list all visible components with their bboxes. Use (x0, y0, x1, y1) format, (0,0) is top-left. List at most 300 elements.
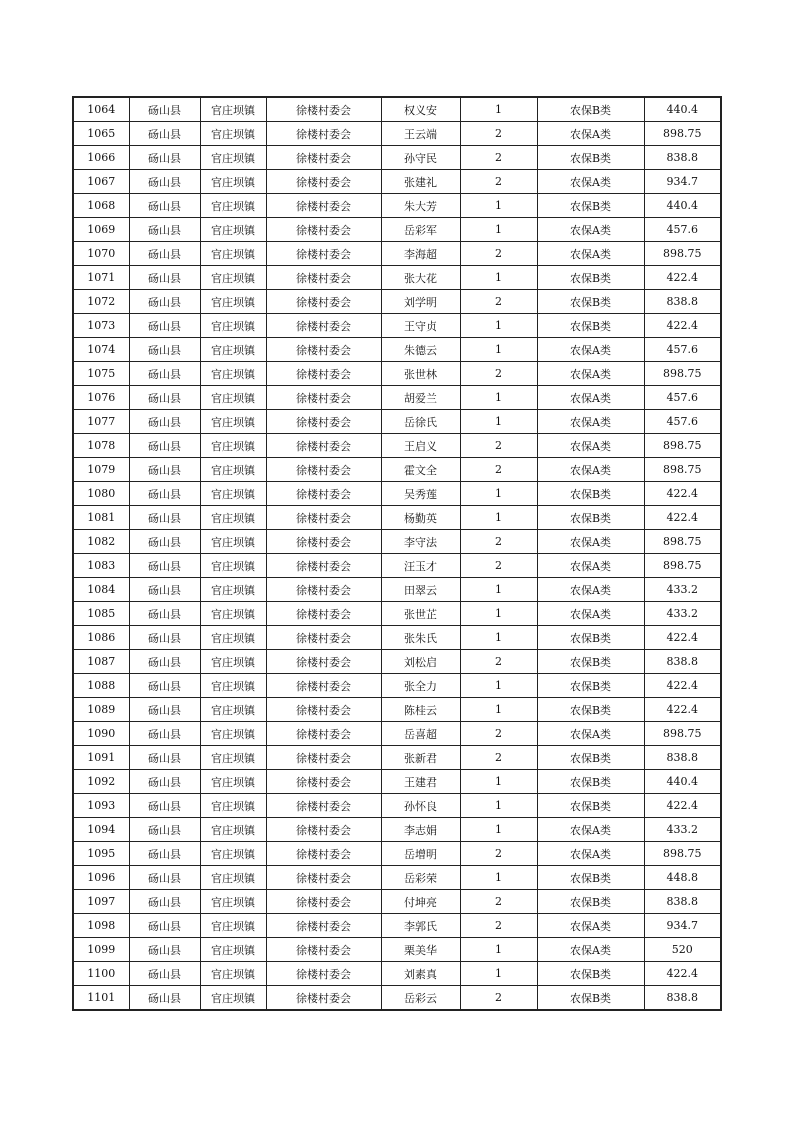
category-cell: 农保A类 (537, 338, 644, 362)
category-cell: 农保B类 (537, 266, 644, 290)
village-cell: 徐楼村委会 (266, 794, 381, 818)
table-row (73, 386, 721, 410)
village-cell: 徐楼村委会 (266, 242, 381, 266)
county-cell: 砀山县 (129, 842, 200, 866)
name-cell: 张全力 (381, 674, 460, 698)
category-cell: 农保A类 (537, 938, 644, 962)
village-cell: 徐楼村委会 (266, 122, 381, 146)
county-cell: 砀山县 (129, 218, 200, 242)
town-cell: 官庄坝镇 (200, 266, 266, 290)
town-cell: 官庄坝镇 (200, 146, 266, 170)
county-cell: 砀山县 (129, 458, 200, 482)
table-row (73, 626, 721, 650)
category-cell: 农保B类 (537, 746, 644, 770)
village-cell: 徐楼村委会 (266, 338, 381, 362)
village-cell: 徐楼村委会 (266, 914, 381, 938)
county-cell: 砀山县 (129, 578, 200, 602)
county-cell: 砀山县 (129, 962, 200, 986)
household-size-cell: 2 (460, 434, 537, 458)
town-cell: 官庄坝镇 (200, 722, 266, 746)
county-cell: 砀山县 (129, 434, 200, 458)
serial-number-cell: 1094 (73, 818, 129, 842)
amount-cell: 457.6 (644, 218, 721, 242)
serial-number-cell: 1068 (73, 194, 129, 218)
amount-cell: 422.4 (644, 266, 721, 290)
name-cell: 张世芷 (381, 602, 460, 626)
amount-cell: 457.6 (644, 338, 721, 362)
county-cell: 砀山县 (129, 146, 200, 170)
table-row (73, 314, 721, 338)
category-cell: 农保A类 (537, 362, 644, 386)
amount-cell: 898.75 (644, 458, 721, 482)
household-size-cell: 2 (460, 554, 537, 578)
town-cell: 官庄坝镇 (200, 97, 266, 122)
amount-cell: 433.2 (644, 602, 721, 626)
amount-cell: 457.6 (644, 386, 721, 410)
village-cell: 徐楼村委会 (266, 170, 381, 194)
amount-cell: 422.4 (644, 794, 721, 818)
serial-number-cell: 1074 (73, 338, 129, 362)
amount-cell: 838.8 (644, 146, 721, 170)
household-size-cell: 1 (460, 266, 537, 290)
county-cell: 砀山县 (129, 746, 200, 770)
name-cell: 张朱氏 (381, 626, 460, 650)
name-cell: 王守贞 (381, 314, 460, 338)
household-size-cell: 1 (460, 338, 537, 362)
amount-cell: 898.75 (644, 842, 721, 866)
village-cell: 徐楼村委会 (266, 314, 381, 338)
village-cell: 徐楼村委会 (266, 266, 381, 290)
town-cell: 官庄坝镇 (200, 170, 266, 194)
county-cell: 砀山县 (129, 650, 200, 674)
town-cell: 官庄坝镇 (200, 458, 266, 482)
table-row (73, 122, 721, 146)
village-cell: 徐楼村委会 (266, 698, 381, 722)
town-cell: 官庄坝镇 (200, 410, 266, 434)
amount-cell: 934.7 (644, 914, 721, 938)
serial-number-cell: 1095 (73, 842, 129, 866)
village-cell: 徐楼村委会 (266, 362, 381, 386)
household-size-cell: 2 (460, 986, 537, 1011)
serial-number-cell: 1089 (73, 698, 129, 722)
household-size-cell: 1 (460, 194, 537, 218)
village-cell: 徐楼村委会 (266, 626, 381, 650)
table-row (73, 890, 721, 914)
county-cell: 砀山县 (129, 290, 200, 314)
table-row (73, 554, 721, 578)
name-cell: 张大花 (381, 266, 460, 290)
amount-cell: 448.8 (644, 866, 721, 890)
table-row (73, 818, 721, 842)
household-size-cell: 1 (460, 506, 537, 530)
name-cell: 胡爱兰 (381, 386, 460, 410)
household-size-cell: 1 (460, 578, 537, 602)
category-cell: 农保A类 (537, 410, 644, 434)
household-size-cell: 1 (460, 866, 537, 890)
name-cell: 朱大芳 (381, 194, 460, 218)
name-cell: 付坤亮 (381, 890, 460, 914)
county-cell: 砀山县 (129, 170, 200, 194)
category-cell: 农保A类 (537, 530, 644, 554)
county-cell: 砀山县 (129, 626, 200, 650)
table-row (73, 170, 721, 194)
county-cell: 砀山县 (129, 386, 200, 410)
category-cell: 农保B类 (537, 794, 644, 818)
serial-number-cell: 1093 (73, 794, 129, 818)
name-cell: 陈桂云 (381, 698, 460, 722)
serial-number-cell: 1082 (73, 530, 129, 554)
village-cell: 徐楼村委会 (266, 866, 381, 890)
serial-number-cell: 1069 (73, 218, 129, 242)
village-cell: 徐楼村委会 (266, 674, 381, 698)
county-cell: 砀山县 (129, 410, 200, 434)
county-cell: 砀山县 (129, 866, 200, 890)
category-cell: 农保B类 (537, 698, 644, 722)
category-cell: 农保B类 (537, 314, 644, 338)
serial-number-cell: 1099 (73, 938, 129, 962)
category-cell: 农保B类 (537, 770, 644, 794)
serial-number-cell: 1101 (73, 986, 129, 1011)
town-cell: 官庄坝镇 (200, 650, 266, 674)
household-size-cell: 2 (460, 170, 537, 194)
name-cell: 孙怀良 (381, 794, 460, 818)
amount-cell: 838.8 (644, 986, 721, 1011)
amount-cell: 898.75 (644, 722, 721, 746)
household-size-cell: 2 (460, 914, 537, 938)
table-row (73, 746, 721, 770)
household-size-cell: 1 (460, 962, 537, 986)
name-cell: 权义安 (381, 97, 460, 122)
village-cell: 徐楼村委会 (266, 386, 381, 410)
household-size-cell: 2 (460, 650, 537, 674)
category-cell: 农保A类 (537, 218, 644, 242)
table-row (73, 578, 721, 602)
town-cell: 官庄坝镇 (200, 770, 266, 794)
town-cell: 官庄坝镇 (200, 122, 266, 146)
name-cell: 栗美华 (381, 938, 460, 962)
table-row (73, 506, 721, 530)
serial-number-cell: 1079 (73, 458, 129, 482)
name-cell: 岳喜超 (381, 722, 460, 746)
village-cell: 徐楼村委会 (266, 842, 381, 866)
village-cell: 徐楼村委会 (266, 482, 381, 506)
table-row (73, 218, 721, 242)
name-cell: 王建君 (381, 770, 460, 794)
name-cell: 朱德云 (381, 338, 460, 362)
household-size-cell: 2 (460, 290, 537, 314)
amount-cell: 422.4 (644, 962, 721, 986)
household-size-cell: 2 (460, 458, 537, 482)
amount-cell: 422.4 (644, 698, 721, 722)
village-cell: 徐楼村委会 (266, 890, 381, 914)
category-cell: 农保A类 (537, 842, 644, 866)
county-cell: 砀山县 (129, 506, 200, 530)
village-cell: 徐楼村委会 (266, 218, 381, 242)
town-cell: 官庄坝镇 (200, 818, 266, 842)
county-cell: 砀山县 (129, 914, 200, 938)
household-size-cell: 2 (460, 122, 537, 146)
serial-number-cell: 1100 (73, 962, 129, 986)
category-cell: 农保A类 (537, 722, 644, 746)
county-cell: 砀山县 (129, 698, 200, 722)
village-cell: 徐楼村委会 (266, 458, 381, 482)
table-row (73, 794, 721, 818)
town-cell: 官庄坝镇 (200, 482, 266, 506)
town-cell: 官庄坝镇 (200, 338, 266, 362)
category-cell: 农保A类 (537, 578, 644, 602)
serial-number-cell: 1087 (73, 650, 129, 674)
village-cell: 徐楼村委会 (266, 938, 381, 962)
serial-number-cell: 1070 (73, 242, 129, 266)
county-cell: 砀山县 (129, 890, 200, 914)
serial-number-cell: 1072 (73, 290, 129, 314)
name-cell: 张建礼 (381, 170, 460, 194)
town-cell: 官庄坝镇 (200, 962, 266, 986)
serial-number-cell: 1090 (73, 722, 129, 746)
county-cell: 砀山县 (129, 794, 200, 818)
table-row (73, 146, 721, 170)
village-cell: 徐楼村委会 (266, 146, 381, 170)
serial-number-cell: 1097 (73, 890, 129, 914)
serial-number-cell: 1084 (73, 578, 129, 602)
name-cell: 吴秀莲 (381, 482, 460, 506)
county-cell: 砀山县 (129, 986, 200, 1011)
household-size-cell: 1 (460, 698, 537, 722)
name-cell: 刘素真 (381, 962, 460, 986)
serial-number-cell: 1071 (73, 266, 129, 290)
amount-cell: 422.4 (644, 674, 721, 698)
town-cell: 官庄坝镇 (200, 794, 266, 818)
household-size-cell: 2 (460, 890, 537, 914)
village-cell: 徐楼村委会 (266, 746, 381, 770)
table-row (73, 338, 721, 362)
serial-number-cell: 1067 (73, 170, 129, 194)
village-cell: 徐楼村委会 (266, 530, 381, 554)
category-cell: 农保B类 (537, 482, 644, 506)
serial-number-cell: 1086 (73, 626, 129, 650)
serial-number-cell: 1065 (73, 122, 129, 146)
village-cell: 徐楼村委会 (266, 962, 381, 986)
village-cell: 徐楼村委会 (266, 770, 381, 794)
name-cell: 张世林 (381, 362, 460, 386)
county-cell: 砀山县 (129, 674, 200, 698)
table-row (73, 770, 721, 794)
amount-cell: 422.4 (644, 314, 721, 338)
village-cell: 徐楼村委会 (266, 410, 381, 434)
town-cell: 官庄坝镇 (200, 362, 266, 386)
village-cell: 徐楼村委会 (266, 506, 381, 530)
amount-cell: 457.6 (644, 410, 721, 434)
category-cell: 农保B类 (537, 97, 644, 122)
table-row (73, 866, 721, 890)
name-cell: 刘松启 (381, 650, 460, 674)
household-size-cell: 1 (460, 218, 537, 242)
amount-cell: 898.75 (644, 362, 721, 386)
category-cell: 农保A类 (537, 386, 644, 410)
town-cell: 官庄坝镇 (200, 242, 266, 266)
table-row (73, 266, 721, 290)
category-cell: 农保B类 (537, 890, 644, 914)
category-cell: 农保A类 (537, 242, 644, 266)
table-row (73, 602, 721, 626)
name-cell: 霍文全 (381, 458, 460, 482)
amount-cell: 433.2 (644, 818, 721, 842)
table-row (73, 650, 721, 674)
village-cell: 徐楼村委会 (266, 434, 381, 458)
town-cell: 官庄坝镇 (200, 890, 266, 914)
household-size-cell: 2 (460, 242, 537, 266)
amount-cell: 422.4 (644, 506, 721, 530)
name-cell: 李守法 (381, 530, 460, 554)
county-cell: 砀山县 (129, 97, 200, 122)
table-row (73, 914, 721, 938)
serial-number-cell: 1091 (73, 746, 129, 770)
county-cell: 砀山县 (129, 482, 200, 506)
county-cell: 砀山县 (129, 818, 200, 842)
town-cell: 官庄坝镇 (200, 194, 266, 218)
serial-number-cell: 1076 (73, 386, 129, 410)
amount-cell: 440.4 (644, 97, 721, 122)
village-cell: 徐楼村委会 (266, 578, 381, 602)
amount-cell: 898.75 (644, 242, 721, 266)
serial-number-cell: 1098 (73, 914, 129, 938)
category-cell: 农保B类 (537, 506, 644, 530)
amount-cell: 934.7 (644, 170, 721, 194)
town-cell: 官庄坝镇 (200, 866, 266, 890)
town-cell: 官庄坝镇 (200, 602, 266, 626)
county-cell: 砀山县 (129, 194, 200, 218)
town-cell: 官庄坝镇 (200, 506, 266, 530)
table-row (73, 458, 721, 482)
town-cell: 官庄坝镇 (200, 842, 266, 866)
amount-cell: 422.4 (644, 482, 721, 506)
household-size-cell: 1 (460, 97, 537, 122)
amount-cell: 838.8 (644, 650, 721, 674)
household-size-cell: 2 (460, 362, 537, 386)
household-size-cell: 1 (460, 410, 537, 434)
table-row (73, 194, 721, 218)
town-cell: 官庄坝镇 (200, 290, 266, 314)
serial-number-cell: 1073 (73, 314, 129, 338)
town-cell: 官庄坝镇 (200, 914, 266, 938)
serial-number-cell: 1064 (73, 97, 129, 122)
household-size-cell: 1 (460, 386, 537, 410)
household-size-cell: 1 (460, 938, 537, 962)
table-row (73, 530, 721, 554)
table-row (73, 410, 721, 434)
household-size-cell: 1 (460, 602, 537, 626)
household-size-cell: 1 (460, 314, 537, 338)
category-cell: 农保A类 (537, 122, 644, 146)
amount-cell: 898.75 (644, 122, 721, 146)
county-cell: 砀山县 (129, 722, 200, 746)
town-cell: 官庄坝镇 (200, 698, 266, 722)
name-cell: 岳彩荣 (381, 866, 460, 890)
household-size-cell: 1 (460, 818, 537, 842)
table-row (73, 962, 721, 986)
category-cell: 农保B类 (537, 650, 644, 674)
table-row (73, 842, 721, 866)
category-cell: 农保B类 (537, 674, 644, 698)
roster-table (72, 96, 722, 1011)
category-cell: 农保A类 (537, 818, 644, 842)
town-cell: 官庄坝镇 (200, 986, 266, 1011)
town-cell: 官庄坝镇 (200, 938, 266, 962)
village-cell: 徐楼村委会 (266, 554, 381, 578)
amount-cell: 898.75 (644, 530, 721, 554)
household-size-cell: 2 (460, 722, 537, 746)
serial-number-cell: 1077 (73, 410, 129, 434)
name-cell: 王云端 (381, 122, 460, 146)
table-row (73, 290, 721, 314)
name-cell: 田翠云 (381, 578, 460, 602)
name-cell: 王启义 (381, 434, 460, 458)
household-size-cell: 1 (460, 794, 537, 818)
household-size-cell: 2 (460, 146, 537, 170)
county-cell: 砀山县 (129, 266, 200, 290)
category-cell: 农保B类 (537, 962, 644, 986)
table-row (73, 986, 721, 1011)
town-cell: 官庄坝镇 (200, 434, 266, 458)
table-row (73, 938, 721, 962)
category-cell: 农保A类 (537, 458, 644, 482)
county-cell: 砀山县 (129, 938, 200, 962)
table-row (73, 242, 721, 266)
name-cell: 刘学明 (381, 290, 460, 314)
name-cell: 李海超 (381, 242, 460, 266)
town-cell: 官庄坝镇 (200, 746, 266, 770)
county-cell: 砀山县 (129, 242, 200, 266)
table-row (73, 698, 721, 722)
name-cell: 汪玉才 (381, 554, 460, 578)
town-cell: 官庄坝镇 (200, 386, 266, 410)
village-cell: 徐楼村委会 (266, 650, 381, 674)
household-size-cell: 1 (460, 674, 537, 698)
town-cell: 官庄坝镇 (200, 218, 266, 242)
category-cell: 农保B类 (537, 866, 644, 890)
amount-cell: 520 (644, 938, 721, 962)
serial-number-cell: 1085 (73, 602, 129, 626)
amount-cell: 440.4 (644, 770, 721, 794)
table-row (73, 434, 721, 458)
table-row (73, 722, 721, 746)
table-row (73, 482, 721, 506)
table-row (73, 674, 721, 698)
town-cell: 官庄坝镇 (200, 674, 266, 698)
amount-cell: 838.8 (644, 746, 721, 770)
village-cell: 徐楼村委会 (266, 986, 381, 1011)
county-cell: 砀山县 (129, 338, 200, 362)
county-cell: 砀山县 (129, 122, 200, 146)
serial-number-cell: 1088 (73, 674, 129, 698)
village-cell: 徐楼村委会 (266, 602, 381, 626)
amount-cell: 433.2 (644, 578, 721, 602)
amount-cell: 838.8 (644, 290, 721, 314)
village-cell: 徐楼村委会 (266, 818, 381, 842)
name-cell: 李志娟 (381, 818, 460, 842)
amount-cell: 422.4 (644, 626, 721, 650)
name-cell: 岳彩军 (381, 218, 460, 242)
category-cell: 农保B类 (537, 146, 644, 170)
category-cell: 农保B类 (537, 194, 644, 218)
amount-cell: 898.75 (644, 554, 721, 578)
town-cell: 官庄坝镇 (200, 554, 266, 578)
name-cell: 孙守民 (381, 146, 460, 170)
amount-cell: 440.4 (644, 194, 721, 218)
name-cell: 岳徐氏 (381, 410, 460, 434)
table-row (73, 97, 721, 122)
amount-cell: 838.8 (644, 890, 721, 914)
